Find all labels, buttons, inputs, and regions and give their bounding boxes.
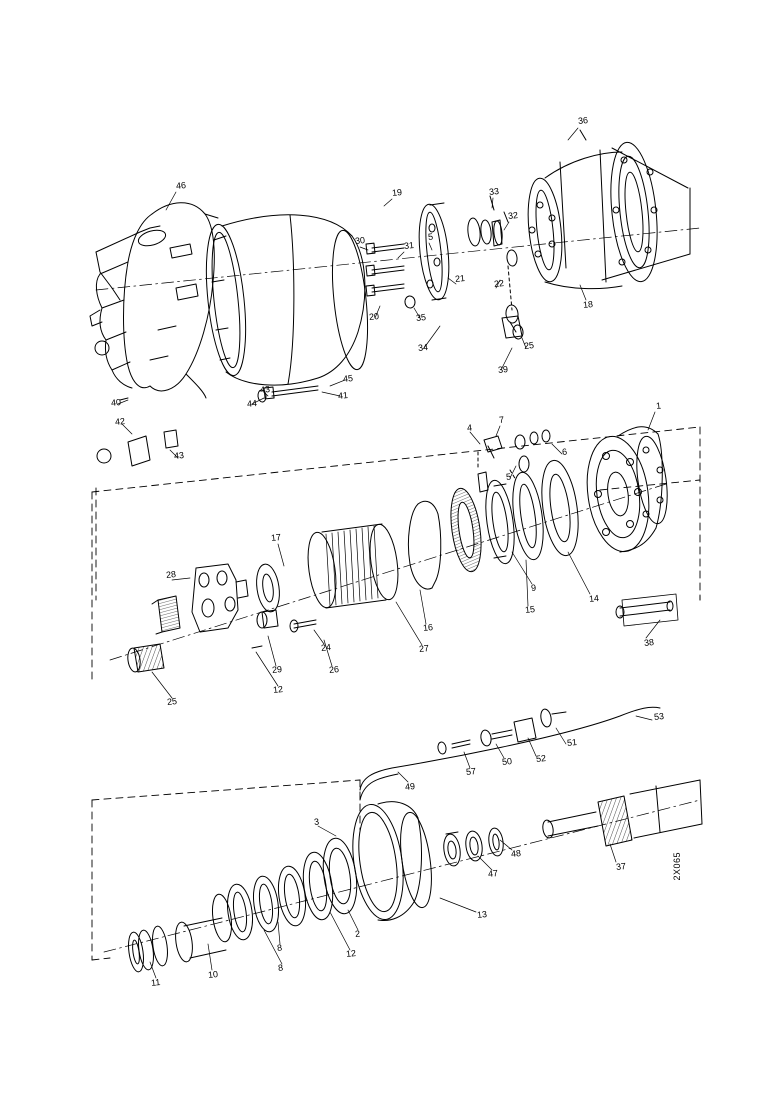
callout-37: 37 bbox=[615, 860, 627, 872]
gear-housing-28 bbox=[126, 564, 316, 673]
callout-27: 27 bbox=[418, 642, 430, 654]
callout-26: 26 bbox=[328, 663, 340, 675]
callout-44: 44 bbox=[246, 397, 258, 409]
callout-13: 13 bbox=[476, 908, 488, 920]
callout-43-lower: 43 bbox=[173, 449, 185, 461]
callout-5-middle: 5 bbox=[505, 471, 512, 482]
callout-2: 2 bbox=[354, 928, 361, 939]
callout-8-upper: 8 bbox=[276, 942, 283, 953]
callout-12-middle: 12 bbox=[272, 683, 284, 695]
callout-4: 4 bbox=[466, 422, 473, 433]
callout-29: 29 bbox=[271, 663, 283, 675]
bearing-ring bbox=[446, 486, 485, 573]
callout-18: 18 bbox=[582, 298, 594, 310]
callout-5-upper: 5 bbox=[427, 231, 434, 242]
callout-3: 3 bbox=[313, 816, 320, 827]
callout-17: 17 bbox=[270, 531, 282, 543]
callout-38: 38 bbox=[643, 636, 655, 648]
callout-36: 36 bbox=[577, 114, 589, 126]
callout-8-lower: 8 bbox=[277, 962, 284, 973]
callout-1: 1 bbox=[655, 400, 662, 411]
callout-34: 34 bbox=[417, 341, 429, 353]
callout-52: 52 bbox=[535, 752, 547, 764]
callout-16: 16 bbox=[422, 621, 434, 633]
callout-43-upper: 43 bbox=[259, 383, 271, 395]
callout-57: 57 bbox=[465, 765, 477, 777]
callout-10: 10 bbox=[207, 968, 219, 980]
callout-9: 9 bbox=[530, 582, 537, 593]
callout-51: 51 bbox=[566, 736, 578, 748]
callout-31: 31 bbox=[403, 239, 415, 251]
washer-17 bbox=[254, 563, 282, 614]
callout-19: 19 bbox=[391, 186, 403, 198]
callout-30: 30 bbox=[354, 234, 366, 246]
fastener-cluster bbox=[478, 430, 550, 492]
callout-33: 33 bbox=[488, 185, 500, 197]
snap-ring-16 bbox=[408, 501, 440, 589]
callout-41: 41 bbox=[337, 389, 349, 401]
shaft-coupling-37 bbox=[542, 780, 702, 846]
callout-53: 53 bbox=[653, 710, 665, 722]
panel-frames bbox=[92, 427, 700, 960]
callout-22: 22 bbox=[493, 277, 505, 289]
callout-35: 35 bbox=[415, 311, 427, 323]
callout-42: 42 bbox=[114, 415, 126, 427]
sheet-code: 2X065 bbox=[672, 852, 682, 881]
callout-14: 14 bbox=[588, 592, 600, 604]
hub-flange-1 bbox=[580, 427, 672, 556]
stator-27 bbox=[304, 523, 402, 610]
callout-28: 28 bbox=[165, 568, 177, 580]
callout-48: 48 bbox=[510, 847, 522, 859]
callout-15: 15 bbox=[524, 603, 536, 615]
callout-20: 20 bbox=[368, 310, 380, 322]
callout-25-upper: 25 bbox=[523, 339, 535, 351]
callout-21: 21 bbox=[454, 272, 466, 284]
through-bolts bbox=[257, 243, 404, 402]
motor-frame bbox=[200, 215, 373, 385]
callout-12-lower: 12 bbox=[345, 947, 357, 959]
callout-6: 6 bbox=[561, 446, 568, 457]
callout-45: 45 bbox=[342, 372, 354, 384]
callout-40: 40 bbox=[110, 396, 122, 408]
leader-lines bbox=[118, 128, 660, 978]
rotor-housing-18 bbox=[524, 130, 690, 289]
callout-7: 7 bbox=[498, 414, 505, 425]
washer-47-48 bbox=[442, 827, 505, 867]
disc-14 bbox=[536, 458, 583, 558]
callout-49: 49 bbox=[404, 780, 416, 792]
callout-25-middle: 25 bbox=[166, 695, 178, 707]
ring-stack bbox=[126, 836, 361, 973]
bell-housing bbox=[90, 203, 218, 466]
callout-39: 39 bbox=[497, 363, 509, 375]
callout-24: 24 bbox=[320, 641, 332, 653]
pin-38 bbox=[616, 594, 678, 626]
callout-50: 50 bbox=[501, 755, 513, 767]
callout-46: 46 bbox=[175, 179, 187, 191]
callout-47: 47 bbox=[487, 867, 499, 879]
callout-11: 11 bbox=[150, 977, 161, 988]
callout-32: 32 bbox=[507, 209, 519, 221]
